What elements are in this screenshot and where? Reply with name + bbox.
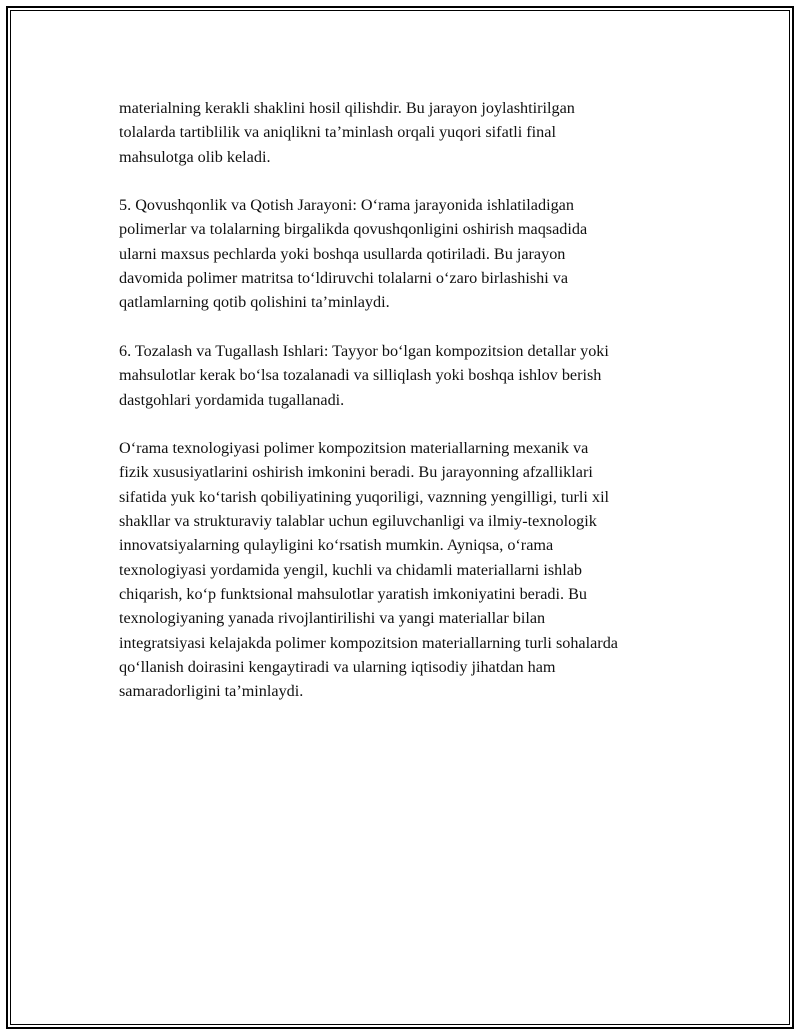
paragraph-conclusion: O‘rama texnologiyasi polimer kompozitsion materiallarning mexanik va fizik xususiyatlarini oshirish imkonini beradi. Bu jarayonning afzalliklari sifatida yuk ko‘tarish qobiliyatining yuqoriligi, vaznning yengilligi, turli xil shakllar va strukturaviy talablar uchun egiluvchanligi va ilmiy-texnologik innovatsiyalarning qulayligini ko‘rsatish mumkin. Ayniqsa, o‘rama texnologiyasi yordamida yengil, kuchli va chidamli materiallarni ishlab chiqarish, ko‘p funktsional mahsulotlar yaratish imkoniyatini beradi. Bu texnologiyaning yanada rivojlantirilishi va yangi materiallar bilan integratsiyasi kelajakda polimer kompozitsion materiallarning turli sohalarda qo‘llanish doirasini kengaytiradi va ularning iqtisodiy jihatdan ham samaradorligini ta’minlaydi. (119, 439, 618, 701)
document-body (119, 96, 699, 728)
paragraph-continuation: materialning kerakli shaklini hosil qilishdir. Bu jarayon joylashtirilgan tolalarda tartiblilik va aniqlikni ta’minlash orqali yuqori sifatli final mahsulotga olib keladi. (119, 99, 575, 166)
page-border (6, 6, 794, 1029)
paragraph-cleaning-finishing: 6. Tozalash va Tugallash Ishlari: Tayyor bo‘lgan kompozitsion detallar yoki mahsulotlar kerak bo‘lsa tozalanadi va silliqlash yoki boshqa ishlov berish dastgohlari yordamida tugallanadi. (119, 341, 609, 409)
paragraph-viscosity-curing: 5. Qovushqonlik va Qotish Jarayoni: O‘rama jarayonida ishlatiladigan polimerlar va tolalarning birgalikda qovushqonligini oshirish maqsadida ularni maxsus pechlarda yoki boshqa usullarda qotiriladi. Bu jarayon davomida polimer matritsa to‘ldiruvchi tolalarni o‘zaro birlashishi va qatlamlarning qotib qolishini ta’minlaydi. (119, 196, 588, 312)
